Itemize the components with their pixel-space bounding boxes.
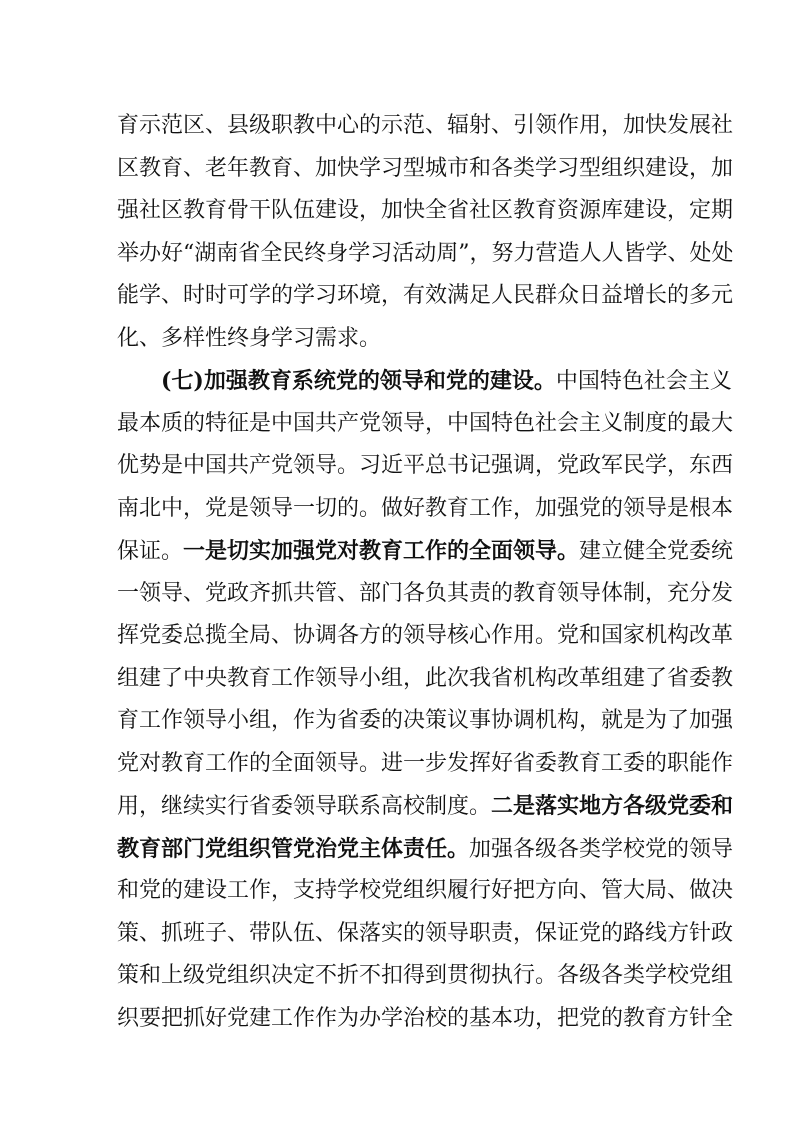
text-line: 党对教育工作的全面领导。进一步发挥好省委教育工委的职能作 <box>117 750 734 776</box>
section-heading: (七)加强教育系统党的领导和党的建设。 <box>161 368 556 394</box>
text-line: 教育部门党组织管党治党主体责任。加强各级各类学校党的领导 <box>117 835 734 862</box>
text-line: 和党的建设工作，支持学校党组织履行好把方向、管大局、做决 <box>117 878 734 903</box>
text-line: 保证。一是切实加强党对教育工作的全面领导。建立健全党委统 <box>117 538 734 564</box>
text-line: 组建了中央教育工作领导小组，此次我省机构改革组建了省委教 <box>117 665 734 691</box>
document-page <box>117 105 734 1040</box>
text-line: 策、抓班子、带队伍、保落实的领导职责，保证党的路线方针政 <box>117 920 734 946</box>
text-line: 用，继续实行省委领导联系高校制度。二是落实地方各级党委和 <box>117 793 734 819</box>
text-line: 挥党委总揽全局、协调各方的领导核心作用。党和国家机构改革 <box>117 623 734 648</box>
text-line: (七)加强教育系统党的领导和党的建设。中国特色社会主义 <box>161 368 732 394</box>
paragraph-party-leadership <box>117 360 734 1040</box>
text-line: 举办好“湖南省全民终身学习活动周”，努力营造人人皆学、处处 <box>117 240 734 266</box>
text-line: 育工作领导小组，作为省委的决策议事协调机构，就是为了加强 <box>117 708 734 733</box>
text-line: 最本质的特征是中国共产党领导，中国特色社会主义制度的最大 <box>117 410 734 436</box>
text-line: 策和上级党组织决定不折不扣得到贯彻执行。各级各类学校党组 <box>117 963 734 988</box>
text-line: 优势是中国共产党领导。习近平总书记强调，党政军民学，东西 <box>117 453 734 478</box>
text-line: 织要把抓好党建工作作为办学治校的基本功，把党的教育方针全 <box>117 1005 734 1031</box>
text-line: 能学、时时可学的学习环境，有效满足人民群众日益增长的多元 <box>117 283 734 308</box>
text-line: 南北中，党是领导一切的。做好教育工作，加强党的领导是根本 <box>117 495 734 521</box>
text-line: 育示范区、县级职教中心的示范、辐射、引领作用，加快发展社 <box>117 113 734 138</box>
text-line: 化、多样性终身学习需求。 <box>117 325 382 351</box>
bold-point-two-cont: 教育部门党组织管党治党主体责任。 <box>117 835 470 862</box>
text-line: 强社区教育骨干队伍建设，加快全省社区教育资源库建设，定期 <box>117 198 734 223</box>
bold-point-one: 一是切实加强党对教育工作的全面领导。 <box>183 538 580 564</box>
text-line: 区教育、老年教育、加快学习型城市和各类学习型组织建设，加 <box>117 155 734 181</box>
paragraph-community-education <box>117 105 734 360</box>
text-line: 一领导、党政齐抓共管、部门各负其责的教育领导体制，充分发 <box>117 580 734 606</box>
bold-point-two: 二是落实地方各级党委和 <box>491 793 734 819</box>
